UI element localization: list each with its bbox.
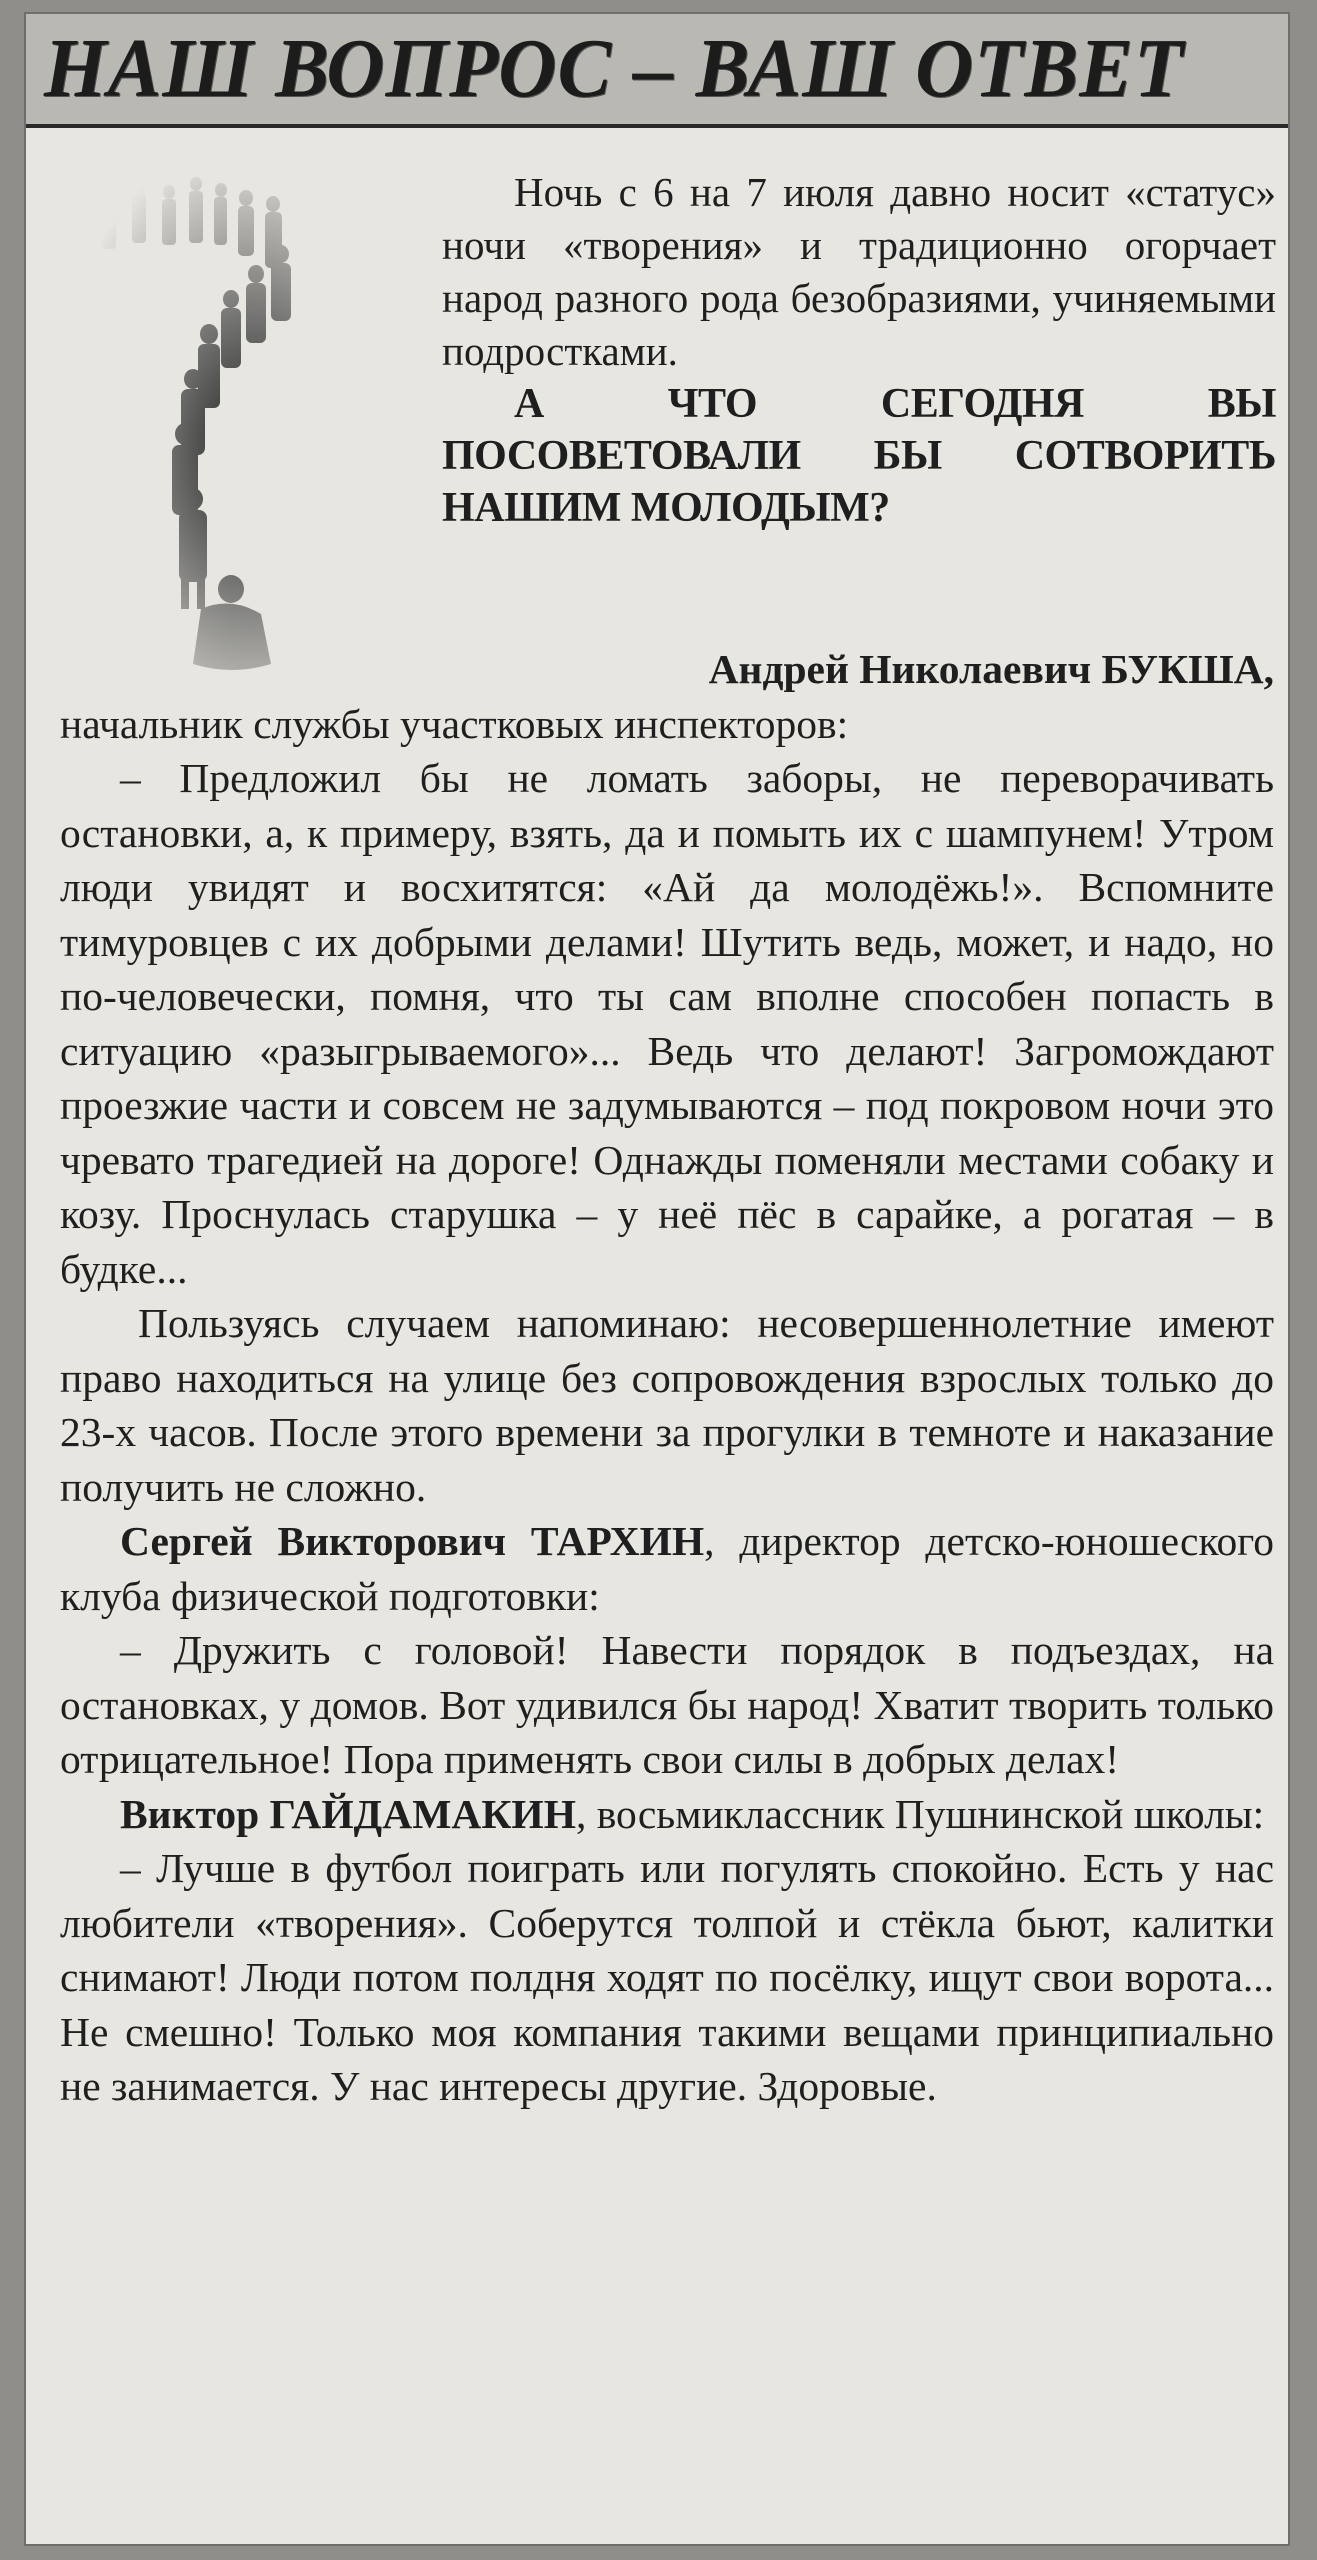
answer-2-name: Сергей Викторович ТАРХИН — [120, 1518, 705, 1564]
section-banner — [26, 14, 1288, 128]
intro-block — [442, 166, 1276, 534]
answers-section — [60, 642, 1274, 2114]
answer-3-paragraph: – Лучше в футбол поиграть или погулять спокойно. Есть у нас любители «творения». Соберутся толпой и стёкла бьют, калитки снимают! Люди потом полдня ходят по посёлку, ищут свои ворота... Не смешно! Только моя компания такими вещами принципиально не занимается. У нас интересы другие. Здоровые. — [60, 1845, 1274, 2109]
answer-1-paragraph: – Предложил бы не ломать заборы, не переворачивать остановки, а, к примеру, взять, да и помыть их с шампунем! Утром люди увидят и восхитятся: «Ай да молодёжь!». Вспомните тимуровцев с их добрыми делами! Шутить ведь, может, и надо, но по-человечески, помня, что ты сам вполне способен попасть в ситуацию «разыгрываемого»... Ведь что делают! Загромождают проезжие части и совсем не задумываются – под покровом ночи это чревато трагедией на дороге! Однажды поменяли местами собаку и козу. Проснулась старушка – у неё пёс в сарайке, а рогатая – в будке... — [60, 755, 1274, 1292]
answer-1-name: Андрей Николаевич БУКША, — [708, 646, 1274, 692]
question-heading: А ЧТО СЕГОДНЯ ВЫ ПОСОВЕТОВАЛИ БЫ СОТВОРИТЬ НАШИМ МОЛОДЫМ? — [442, 381, 1276, 531]
answer-1-paragraph: Пользуясь случаем напоминаю: несовершеннолетние имеют право находиться на улице без сопровождения взрослых только до 23-х часов. После этого времени за прогулки в темноте и наказание получить не сложно. — [60, 1300, 1274, 1510]
crowd-illustration — [81, 164, 421, 684]
newspaper-clipping — [26, 14, 1288, 2544]
answer-1-role: начальник службы участковых инспекторов: — [60, 700, 849, 747]
answer-3-name: Виктор ГАЙДАМАКИН — [120, 1790, 576, 1837]
answer-3-role: , восьмиклассник Пушнинской школы: — [576, 1790, 1265, 1837]
answer-3-signature — [60, 1787, 1274, 1842]
intro-text: Ночь с 6 на 7 июля давно носит «статус» ночи «творения» и традиционно огорчает народ разного рода безобразиями, учиняемыми подростками. — [442, 169, 1276, 374]
section-title: НАШ ВОПРОС – ВАШ ОТВЕТ — [44, 22, 1185, 115]
answer-2-role: , директор детско-юношеского клуба физической подготовки: — [60, 1518, 1274, 1619]
answer-2-paragraph: – Дружить с головой! Навести порядок в подъездах, на остановках, у домов. Вот удивился бы народ! Хватит творить только отрицательное! Пора применять свои силы в добрых делах! — [60, 1627, 1274, 1782]
answer-2-signature — [60, 1514, 1274, 1623]
